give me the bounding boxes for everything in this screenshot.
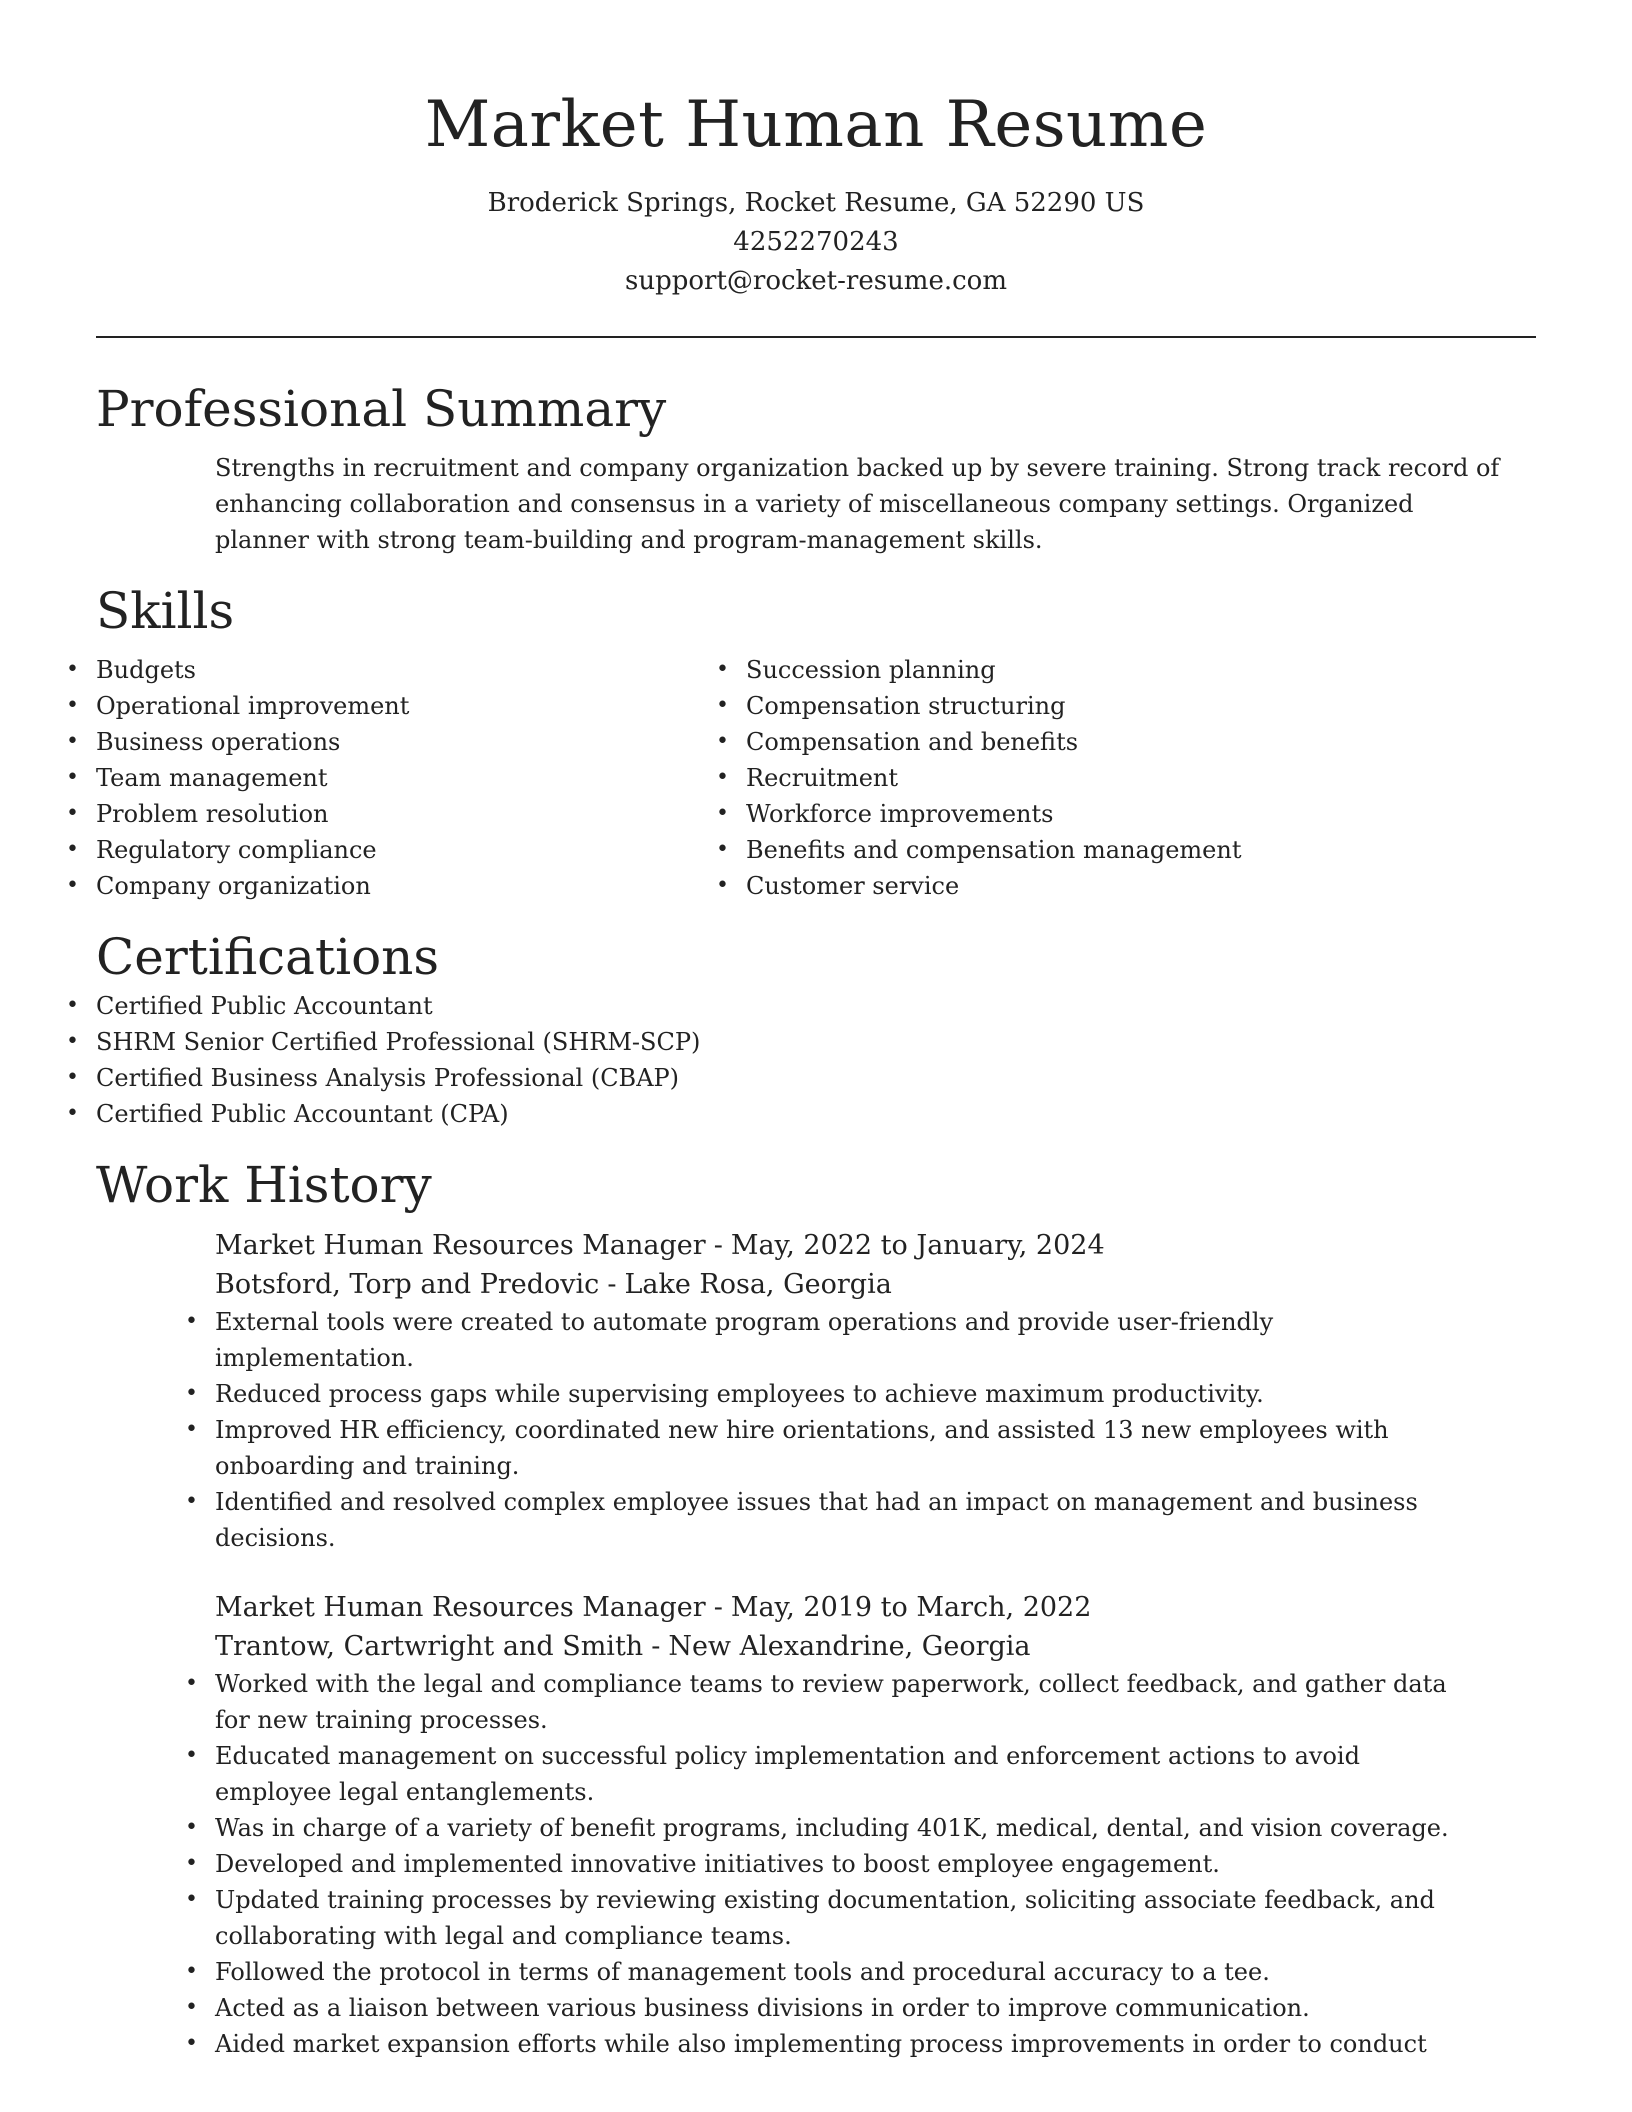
bullet-icon: • [185, 1417, 198, 1442]
bullet-icon: • [66, 837, 79, 862]
skill-item: • Succession planning [746, 652, 1366, 688]
bullet-icon: • [66, 693, 79, 718]
skills-columns [66, 652, 1536, 904]
skills-column-right [716, 652, 1366, 904]
certification-item: • SHRM Senior Certified Professional (SHRM-SCP) [96, 1024, 1536, 1060]
job-bullet: • Acted as a liaison between various business divisions in order to improve communication. [215, 1990, 1470, 2026]
summary-section [96, 378, 1536, 558]
job-title-line: Market Human Resources Manager - May, 2019 to March, 2022 [215, 1592, 1092, 1623]
certifications-list [66, 988, 1536, 1132]
bullet-icon: • [66, 1101, 79, 1126]
skill-item: • Team management [96, 760, 746, 796]
work-history-heading: Work History [96, 1156, 432, 1214]
contact-block [96, 184, 1536, 301]
bullet-icon: • [185, 1851, 198, 1876]
bullet-icon: • [185, 2031, 198, 2056]
job-bullets [185, 1666, 1470, 2062]
job-bullet: • Identified and resolved complex employee issues that had an impact on management and business decisions. [215, 1484, 1470, 1556]
job-title-line: Market Human Resources Manager - May, 2022 to January, 2024 [215, 1230, 1105, 1261]
certification-item: • Certified Public Accountant [96, 988, 1536, 1024]
bullet-icon: • [185, 1489, 198, 1514]
job-company-line: Botsford, Torp and Predovic - Lake Rosa, Georgia [215, 1269, 892, 1300]
skill-item: • Compensation structuring [746, 688, 1366, 724]
bullet-icon: • [716, 729, 729, 754]
job-dates: May, 2019 to March, 2022 [730, 1592, 1092, 1623]
skill-item: • Compensation and benefits [746, 724, 1366, 760]
job-company: Botsford, Torp and Predovic [215, 1269, 600, 1300]
certifications-section [66, 926, 1536, 1132]
skill-item: • Operational improvement [96, 688, 746, 724]
skill-item: • Budgets [96, 652, 746, 688]
certification-item: • Certified Business Analysis Professional (CBAP) [96, 1060, 1536, 1096]
bullet-icon: • [185, 1959, 198, 1984]
skill-item: • Recruitment [746, 760, 1366, 796]
bullet-icon: • [66, 729, 79, 754]
bullet-icon: • [185, 1671, 198, 1696]
certifications-heading: Certifications [96, 928, 440, 986]
candidate-name: Market Human Resume [424, 88, 1208, 162]
job-role: Market Human Resources Manager [215, 1592, 706, 1623]
job-bullet: • Improved HR efficiency, coordinated new hire orientations, and assisted 13 new employees with onboarding and training. [215, 1412, 1470, 1484]
skills-heading: Skills [96, 582, 235, 640]
resume-page [66, 0, 1536, 2062]
bullet-icon: • [185, 1995, 198, 2020]
bullet-icon: • [716, 801, 729, 826]
skill-item: • Problem resolution [96, 796, 746, 832]
skills-column-left [66, 652, 746, 904]
job-entry [185, 1588, 1515, 2062]
bullet-icon: • [66, 801, 79, 826]
job-bullet: • Reduced process gaps while supervising employees to achieve maximum productivity. [215, 1376, 1470, 1412]
job-bullet: • Worked with the legal and compliance teams to review paperwork, collect feedback, and gather data for new training processes. [215, 1666, 1470, 1738]
bullet-icon: • [716, 765, 729, 790]
skill-item: • Benefits and compensation management [746, 832, 1366, 868]
job-bullet: • Educated management on successful policy implementation and enforcement actions to avoid employee legal entanglements. [215, 1738, 1470, 1810]
skill-item: • Customer service [746, 868, 1366, 904]
skill-item: • Business operations [96, 724, 746, 760]
resume-header [96, 0, 1536, 301]
bullet-icon: • [716, 873, 729, 898]
bullet-icon: • [66, 1065, 79, 1090]
job-bullet: • Updated training processes by reviewing existing documentation, soliciting associate feedback, and collaborating with legal and compliance teams. [215, 1882, 1470, 1954]
job-bullet: • Followed the protocol in terms of management tools and procedural accuracy to a tee. [215, 1954, 1470, 1990]
job-bullet: • Was in charge of a variety of benefit programs, including 401K, medical, dental, and vision coverage. [215, 1810, 1470, 1846]
bullet-icon: • [66, 1029, 79, 1054]
bullet-icon: • [716, 837, 729, 862]
work-history-section [96, 1154, 1536, 2062]
certification-item: • Certified Public Accountant (CPA) [96, 1096, 1536, 1132]
bullet-icon: • [185, 1887, 198, 1912]
job-company: Trantow, Cartwright and Smith [215, 1631, 644, 1662]
bullet-icon: • [185, 1381, 198, 1406]
summary-heading: Professional Summary [96, 380, 667, 438]
header-divider [96, 336, 1536, 338]
bullet-icon: • [185, 1743, 198, 1768]
skills-section [66, 580, 1536, 904]
bullet-icon: • [66, 993, 79, 1018]
job-entry [185, 1226, 1515, 1556]
bullet-icon: • [185, 1309, 198, 1334]
job-bullet: • Developed and implemented innovative initiatives to boost employee engagement. [215, 1846, 1470, 1882]
bullet-icon: • [66, 657, 79, 682]
contact-phone: 4252270243 [733, 227, 899, 257]
bullet-icon: • [66, 765, 79, 790]
contact-address: Broderick Springs, Rocket Resume, GA 52290 US [487, 188, 1145, 218]
bullet-icon: • [185, 1815, 198, 1840]
job-role: Market Human Resources Manager [215, 1230, 706, 1261]
job-location: Lake Rosa, Georgia [624, 1269, 892, 1300]
job-company-line: Trantow, Cartwright and Smith - New Alexandrine, Georgia [215, 1631, 1031, 1662]
job-location: New Alexandrine, Georgia [668, 1631, 1031, 1662]
skill-item: • Company organization [96, 868, 746, 904]
contact-email: support@rocket-resume.com [624, 266, 1007, 296]
bullet-icon: • [66, 873, 79, 898]
summary-text: Strengths in recruitment and company organization backed up by severe training. Strong track record of enhancing collaboration and consensus in a variety of miscellaneous company settings. Organized planner with strong team-building and program-management skills. [215, 454, 1500, 554]
job-bullet: • External tools were created to automate program operations and provide user-friendly implementation. [215, 1304, 1470, 1376]
bullet-icon: • [716, 657, 729, 682]
skill-item: • Regulatory compliance [96, 832, 746, 868]
job-bullets [185, 1304, 1470, 1556]
skill-item: • Workforce improvements [746, 796, 1366, 832]
bullet-icon: • [716, 693, 729, 718]
job-dates: May, 2022 to January, 2024 [730, 1230, 1105, 1261]
job-bullet: • Aided market expansion efforts while also implementing process improvements in order to conduct [215, 2026, 1470, 2062]
